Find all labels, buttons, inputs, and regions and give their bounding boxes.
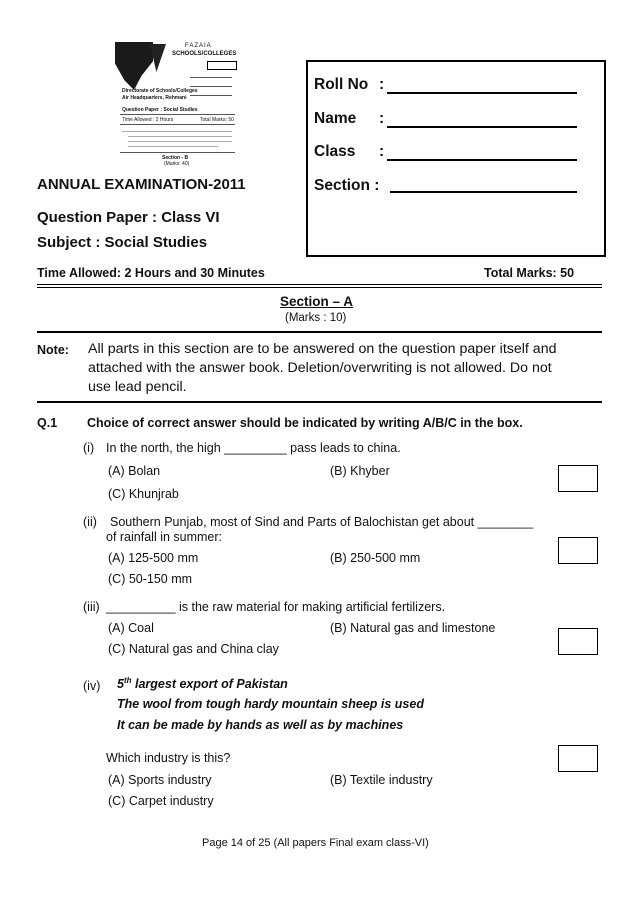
- note-line3: use lead pencil.: [88, 379, 187, 395]
- section-field[interactable]: [390, 191, 577, 193]
- note-line1: All parts in this section are to be answered on the question paper itself and: [88, 341, 557, 357]
- part-number: (i): [83, 441, 95, 455]
- option-a: (A) 125-500 mm: [108, 551, 199, 565]
- school-crest-icon: [115, 42, 153, 90]
- thumb-directorate: Directorate of Schools/Colleges: [122, 88, 198, 94]
- time-allowed: Time Allowed: 2 Hours and 30 Minutes: [37, 266, 265, 280]
- option-c: (C) Khunjrab: [108, 487, 179, 501]
- note-divider: [37, 401, 602, 403]
- thumb-note-line: [128, 146, 218, 147]
- thumb-section: Section - B: [162, 155, 189, 161]
- exam-title: ANNUAL EXAMINATION-2011: [37, 176, 246, 193]
- option-a: (A) Coal: [108, 621, 154, 635]
- total-marks: Total Marks: 50: [484, 266, 575, 280]
- answer-box[interactable]: [558, 537, 598, 564]
- answer-box[interactable]: [558, 465, 598, 492]
- thumb-line: [190, 95, 232, 96]
- answer-box[interactable]: [558, 628, 598, 655]
- name-field[interactable]: [387, 126, 577, 128]
- part-number: (iv): [83, 679, 101, 693]
- header-divider: [37, 284, 602, 285]
- option-a: (A) Sports industry: [108, 773, 212, 787]
- note-label: Note:: [37, 343, 69, 357]
- question-stem: __________ is the raw material for making artificial fertilizers.: [106, 600, 446, 614]
- thumb-brand2: SCHOOLS/COLLEGES: [172, 51, 237, 57]
- thumb-line: [190, 86, 232, 87]
- thumb-time: Time Allowed : 2 Hours: [122, 117, 174, 123]
- option-b: (B) 250-500 mm: [330, 551, 421, 565]
- part-number: (iii): [83, 600, 100, 614]
- clue-line1: [117, 676, 288, 691]
- clue-ordinal-suffix: th: [123, 676, 132, 685]
- note-line2: attached with the answer book. Deletion/overwriting is not allowed. Do not: [88, 360, 552, 376]
- clue-line3: It can be made by hands as well as by machines: [117, 718, 404, 732]
- thumb-line: [190, 77, 232, 78]
- question-stem: Southern Punjab, most of Sind and Parts of Balochistan get about ________: [110, 515, 534, 529]
- section-divider: [37, 331, 602, 333]
- clue-line2: The wool from tough hardy mountain sheep is used: [117, 697, 424, 711]
- thumb-brand: FAZAIA: [185, 43, 212, 49]
- option-c: (C) Natural gas and China clay: [108, 642, 279, 656]
- q1-instruction: Choice of correct answer should be indicated by writing A/B/C in the box.: [87, 416, 523, 430]
- roll-label: Roll No: [314, 76, 369, 93]
- question-stem: Which industry is this?: [106, 751, 231, 765]
- thumb-divider: [120, 152, 235, 153]
- option-a: (A) Bolan: [108, 464, 161, 478]
- part-number: (ii): [83, 515, 97, 529]
- q1-number: Q.1: [37, 416, 58, 430]
- thumb-marks2: (Marks: 40): [164, 161, 190, 167]
- class-colon: :: [379, 143, 385, 160]
- header-divider: [37, 287, 602, 288]
- section-label: Section :: [314, 177, 380, 194]
- paper-title: Question Paper : Class VI: [37, 209, 220, 226]
- clue-line1-text: largest export of Pakistan: [131, 677, 288, 692]
- option-b: (B) Textile industry: [330, 773, 433, 787]
- name-label: Name: [314, 110, 357, 127]
- clue-ordinal: 5: [117, 677, 124, 692]
- thumb-marks: Total Marks: 50: [200, 117, 234, 123]
- section-marks: (Marks : 10): [285, 312, 347, 324]
- subject-title: Subject : Social Studies: [37, 234, 208, 251]
- thumb-rollno-box: [207, 61, 237, 70]
- thumb-divider: [120, 114, 235, 115]
- option-c: (C) 50-150 mm: [108, 572, 193, 586]
- section-title: Section – A: [280, 294, 354, 309]
- question-stem-cont: of rainfall in summer:: [106, 530, 223, 544]
- class-label: Class: [314, 143, 356, 160]
- question-stem: In the north, the high _________ pass leads to china.: [106, 441, 401, 455]
- option-c: (C) Carpet industry: [108, 794, 214, 808]
- answer-box[interactable]: [558, 745, 598, 772]
- page-footer: Page 14 of 25 (All papers Final exam class-VI): [202, 837, 429, 849]
- class-field[interactable]: [387, 159, 577, 161]
- thumb-note-line: [128, 141, 232, 142]
- thumb-hq: Air Headquarters, Rehmani: [122, 95, 187, 101]
- roll-colon: :: [379, 76, 385, 93]
- name-colon: :: [379, 110, 385, 127]
- option-b: (B) Khyber: [330, 464, 390, 478]
- thumb-qp: Question Paper : Social Studies: [122, 107, 198, 113]
- thumb-note-line: [122, 131, 232, 132]
- roll-field[interactable]: [387, 92, 577, 94]
- thumb-note-line: [128, 136, 232, 137]
- thumb-divider: [120, 124, 235, 125]
- option-b: (B) Natural gas and limestone: [330, 621, 496, 635]
